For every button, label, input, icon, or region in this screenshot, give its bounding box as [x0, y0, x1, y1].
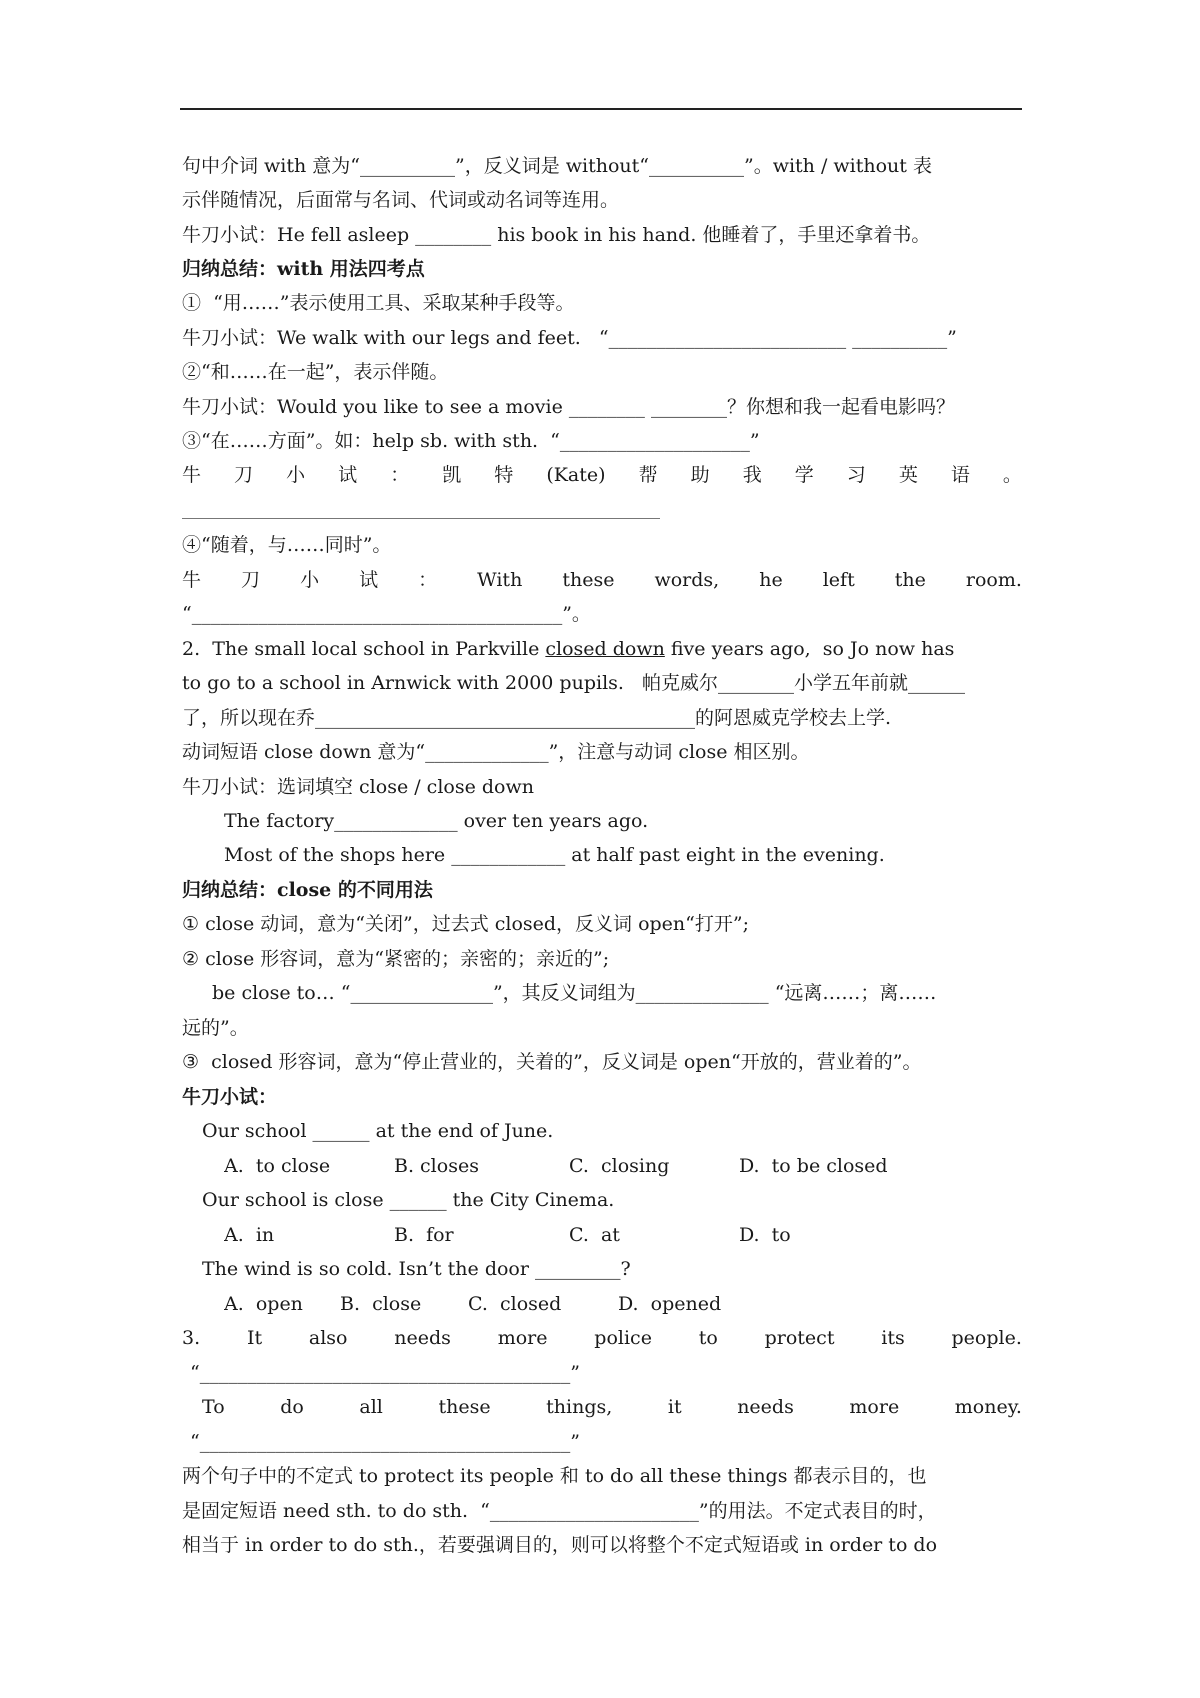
word: its: [881, 1327, 905, 1349]
word: 牛: [182, 569, 202, 591]
option-a: A. open: [224, 1293, 303, 1315]
word: more: [849, 1396, 900, 1418]
option-d: D. to be closed: [739, 1155, 888, 1177]
question-2-options: [224, 1218, 1022, 1252]
word: room.: [965, 569, 1022, 591]
text-line: to go to a school in Arnwick with 2000 pupils. 帕克威尔________小学五年前就______: [182, 672, 966, 694]
text-line: The factory_____________ over ten years ago.: [224, 810, 649, 832]
text-line: ③ closed 形容词，意为“停止营业的，关着的”，反义词是 open“开放的，营业着的”。: [182, 1051, 922, 1073]
text-line: 句中介词 with 意为“__________”，反义词是 without“__________”。with / without 表: [182, 155, 932, 177]
word: 牛: [182, 464, 202, 486]
text-line: 两个句子中的不定式 to protect its people 和 to do all these things 都表示目的，也: [182, 1465, 927, 1487]
word: 学: [794, 464, 814, 486]
question-3: The wind is so cold. Isn’t the door _________?: [202, 1258, 631, 1280]
word: 助: [690, 464, 710, 486]
question-1-options: [224, 1149, 1022, 1183]
spread-line-todo: [202, 1390, 1022, 1424]
word: 刀: [234, 464, 254, 486]
text-line: “_______________________________________”: [190, 1362, 580, 1384]
word: people.: [951, 1327, 1022, 1349]
word: 帮: [638, 464, 658, 486]
text-line: ④“随着，与……同时”。: [182, 534, 392, 556]
word: do: [280, 1396, 304, 1418]
text-line: 牛刀小试：He fell asleep ________ his book in his hand. 他睡着了，手里还拿着书。: [182, 224, 931, 246]
text-line: Most of the shops here ____________ at half past eight in the evening.: [224, 844, 885, 866]
word: more: [497, 1327, 548, 1349]
word: these: [438, 1396, 491, 1418]
word: 小: [300, 569, 320, 591]
word: (Kate): [546, 464, 606, 486]
word: 习: [846, 464, 866, 486]
text-line: “_______________________________________”: [190, 1431, 580, 1453]
word: the: [894, 569, 926, 591]
option-d: D. opened: [618, 1293, 722, 1315]
word: words,: [654, 569, 720, 591]
word: 。: [1002, 464, 1022, 486]
summary-heading: 归纳总结：close 的不同用法: [182, 879, 433, 901]
spread-line-kate: [182, 458, 1022, 492]
text-line: ③“在……方面”。如：help sb. with sth. “____________________”: [182, 430, 760, 452]
word: left: [822, 569, 855, 591]
word: money.: [954, 1396, 1022, 1418]
text-line: be close to… “_______________”，其反义词组为______________ “远离……；离……: [212, 982, 937, 1004]
option-b: B. for: [394, 1224, 454, 1246]
word: he: [759, 569, 783, 591]
text-line: [182, 632, 1022, 666]
answer-blank-line: [182, 518, 660, 519]
text-fragment: 2. The small local school in Parkville: [182, 638, 546, 660]
option-b: B. closes: [394, 1155, 479, 1177]
text-line: ① close 动词，意为“关闭”，过去式 closed，反义词 open“打开”;: [182, 913, 749, 935]
text-line: 远的”。: [182, 1017, 249, 1039]
spread-line-item3: [182, 1321, 1022, 1355]
word: 试: [359, 569, 379, 591]
option-c: C. at: [569, 1224, 620, 1246]
underlined-phrase: closed down: [545, 638, 665, 660]
text-line: 牛刀小试：Would you like to see a movie ________ ________？你想和我一起看电影吗？: [182, 396, 955, 418]
text-line: 动词短语 close down 意为“_____________”，注意与动词 close 相区别。: [182, 741, 810, 763]
option-b: B. close: [340, 1293, 422, 1315]
word: 特: [494, 464, 514, 486]
word: needs: [737, 1396, 794, 1418]
option-a: A. to close: [224, 1155, 331, 1177]
word: police: [594, 1327, 652, 1349]
question-3-options: [224, 1287, 1022, 1321]
option-c: C. closing: [569, 1155, 670, 1177]
word: 凯: [442, 464, 462, 486]
text-line: 示伴随情况，后面常与名词、代词或动名词等连用。: [182, 189, 620, 211]
summary-heading: 归纳总结：with 用法四考点: [182, 258, 425, 280]
question-1: Our school ______ at the end of June.: [202, 1120, 554, 1142]
word: 语: [950, 464, 970, 486]
text-line: 牛刀小试：We walk with our legs and feet. “_________________________ __________”: [182, 327, 957, 349]
word: to: [698, 1327, 718, 1349]
text-line: 牛刀小试：选词填空 close / close down: [182, 776, 534, 798]
word: it: [667, 1396, 682, 1418]
word: 3.: [182, 1327, 201, 1349]
text-line: “_______________________________________”。: [182, 603, 591, 625]
option-c: C. closed: [468, 1293, 562, 1315]
text-line: ① “用……”表示使用工具、采取某种手段等。: [182, 292, 575, 314]
text-line: ② close 形容词，意为“紧密的；亲密的；亲近的”;: [182, 948, 610, 970]
text-line: 相当于 in order to do sth.，若要强调目的，则可以将整个不定式短语或 in order to do: [182, 1534, 938, 1556]
word: 小: [286, 464, 306, 486]
spread-line-with: [182, 563, 1022, 597]
word: It: [246, 1327, 263, 1349]
question-2: Our school is close ______ the City Cinema.: [202, 1189, 615, 1211]
word: 试: [338, 464, 358, 486]
word: 我: [742, 464, 762, 486]
word: protect: [764, 1327, 835, 1349]
word: things,: [546, 1396, 613, 1418]
word: 英: [898, 464, 918, 486]
word: needs: [394, 1327, 451, 1349]
text-line: ②“和……在一起”，表示伴随。: [182, 361, 449, 383]
text-line: 了，所以现在乔________________________________________的阿恩威克学校去上学.: [182, 707, 892, 729]
word: ：: [390, 464, 410, 486]
option-a: A. in: [224, 1224, 275, 1246]
header-rule: [180, 108, 1022, 110]
word: these: [562, 569, 615, 591]
practice-heading: 牛刀小试：: [182, 1086, 278, 1108]
option-d: D. to: [739, 1224, 791, 1246]
word: To: [202, 1396, 225, 1418]
text-line: 是固定短语 need sth. to do sth. “______________________”的用法。不定式表目的时，: [182, 1500, 937, 1522]
word: ：: [418, 569, 438, 591]
word: also: [308, 1327, 348, 1349]
word: all: [359, 1396, 383, 1418]
text-fragment: five years ago, so Jo now has: [664, 638, 955, 660]
word: 刀: [241, 569, 261, 591]
word: With: [477, 569, 523, 591]
